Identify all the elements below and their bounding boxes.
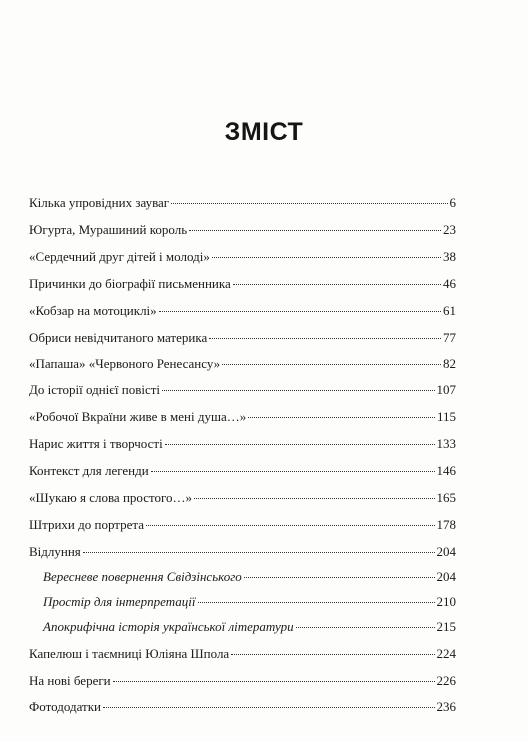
toc-entry-title: «Сердечний друг дітей і молоді» [29,249,210,264]
toc-page-number: 38 [443,249,456,264]
toc-page-number: 226 [436,673,456,688]
toc-entry [29,409,456,425]
toc-page-number: 61 [443,303,456,318]
toc-entry [29,646,456,662]
toc-page-number: 82 [443,356,456,371]
toc-dot-leader [244,577,435,578]
toc-page-number: 178 [436,517,456,532]
toc-entry-title: Фотододатки [29,699,101,714]
toc-entry-title: До історії однієї повісті [29,382,161,397]
toc-entry-title: Обриси невідчитаного материка [29,330,208,345]
toc-dot-leader [248,417,435,418]
toc-entry [29,382,456,398]
toc-dot-leader [151,471,435,472]
toc-dot-leader [146,525,435,526]
toc-dot-leader [83,552,435,553]
toc-entry [29,673,456,689]
toc-entry [29,699,456,715]
page-title: ЗМІСТ [224,118,304,146]
toc-dot-leader [222,364,441,365]
toc-entry [29,195,456,211]
toc-entry-title: «Папаша» «Червоного Ренесансу» [29,356,221,371]
toc-entry-title: Штрихи до портрета [29,517,144,532]
toc-dot-leader [113,681,435,682]
toc-dot-leader [198,602,435,603]
toc-page-number: 215 [436,619,456,634]
toc-subentry [43,594,456,610]
toc-entry-title: «Шукаю я слова простого…» [29,490,193,505]
toc-page-number: 224 [436,646,456,661]
toc-page-number: 146 [436,463,456,478]
toc-entry [29,436,456,452]
toc-page-number: 210 [436,594,456,609]
toc-dot-leader [165,444,435,445]
toc-entry [29,490,456,506]
toc-entry-title: Кілька упровідних зауваг [29,195,170,210]
toc-entry-title: «Кобзар на мотоциклі» [29,303,157,318]
toc-page-number: 77 [443,330,456,345]
toc-dot-leader [233,284,441,285]
toc-dot-leader [103,707,435,708]
toc-entry [29,544,456,560]
toc-entry-title: На нові береги [29,673,111,688]
toc-page-number: 107 [436,382,456,397]
toc-entry-title: Контекст для легенди [29,463,149,478]
toc-page-number: 23 [443,222,456,237]
toc-page-number: 204 [436,569,456,584]
toc-dot-leader [162,390,434,391]
toc-dot-leader [194,498,434,499]
toc-dot-leader [296,627,435,628]
toc-entry [29,222,456,238]
toc-dot-leader [189,230,441,231]
toc-page-number: 133 [436,436,456,451]
toc-entry [29,517,456,533]
toc-dot-leader [212,257,441,258]
toc-entry [29,356,456,372]
toc-entry [29,330,456,346]
toc-entry-title: Капелюш і таємниці Юліяна Шпола [29,646,230,661]
toc-page-number: 46 [443,276,456,291]
toc-entry-title: Причинки до біографії письменника [29,276,231,291]
toc-entry [29,249,456,265]
toc-entry-title: «Робочої Вкраїни живе в мені душа…» [29,409,247,424]
toc-entry-title: Простір для інтерпретації [43,594,196,609]
toc-dot-leader [231,654,434,655]
toc-page-number: 6 [449,195,456,210]
toc-entry [29,276,456,292]
toc-page-number: 115 [436,409,456,424]
toc-entry [29,463,456,479]
toc-dot-leader [209,338,441,339]
toc-page-number: 236 [436,699,456,714]
toc-page-number: 204 [436,544,456,559]
toc-dot-leader [171,203,447,204]
toc-entry-title: Вересневе повернення Свідзінського [43,569,242,584]
toc-entry [29,303,456,319]
toc-page-number: 165 [436,490,456,505]
toc-subentry [43,569,456,585]
toc-entry-title: Відлуння [29,544,81,559]
toc-entry-title: Нарис життя і творчості [29,436,163,451]
toc-entry-title: Апокрифічна історія української літератури [43,619,294,634]
toc-subentry [43,619,456,635]
toc-dot-leader [159,311,441,312]
toc-entry-title: Югурта, Мурашиний король [29,222,188,237]
